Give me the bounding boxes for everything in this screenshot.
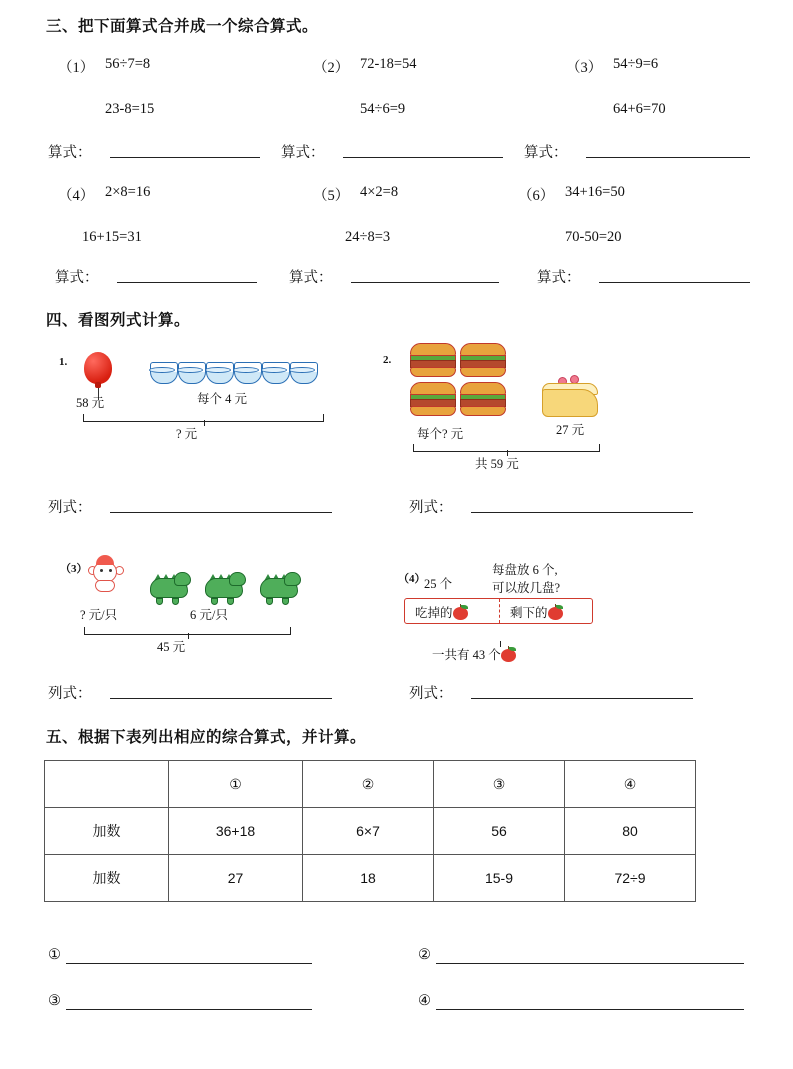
dino-icon-1 xyxy=(148,570,192,602)
item-2-line1: 72-18=54 xyxy=(360,56,417,72)
cup-icon-1 xyxy=(150,362,178,384)
burger-icon-3 xyxy=(410,382,456,416)
q4-box-divider xyxy=(499,599,500,623)
q2-burger-price: 每个? 元 xyxy=(417,427,464,441)
q1-balloon-price: 58 元 xyxy=(76,396,105,410)
answer-4-blank[interactable] xyxy=(436,1009,744,1010)
q2-answer-blank[interactable] xyxy=(471,512,693,513)
apple-icon-2 xyxy=(548,605,563,620)
row-1-cell-1: 36+18 xyxy=(169,808,303,855)
item-1-line1: 56÷7=8 xyxy=(105,56,151,72)
answer-2-marker: ② xyxy=(418,947,431,963)
item-1-line2: 23-8=15 xyxy=(105,101,155,117)
item-2-answer-label: 算式： xyxy=(281,145,325,161)
item-5-answer-label: 算式： xyxy=(289,270,333,286)
q4-count: 25 个 xyxy=(424,577,453,591)
burger-icon-4 xyxy=(460,382,506,416)
row-1-label: 加数 xyxy=(45,808,169,855)
q2-cake-price: 27 元 xyxy=(556,423,585,437)
row-2-cell-4: 72÷9 xyxy=(565,855,696,902)
q4-answer-blank[interactable] xyxy=(471,698,693,699)
q1-answer-label: 列式： xyxy=(48,500,92,516)
item-2-line2: 54÷6=9 xyxy=(360,101,406,117)
q3-answer-blank[interactable] xyxy=(110,698,332,699)
row-1-cell-2: 6×7 xyxy=(303,808,434,855)
item-2-number: （2） xyxy=(313,60,350,76)
q2-answer-label: 列式： xyxy=(409,500,453,516)
item-3-answer-blank[interactable] xyxy=(586,157,750,158)
q2-index: 2. xyxy=(383,354,392,366)
item-4-line1: 2×8=16 xyxy=(105,184,151,200)
header-cell-4: ④ xyxy=(565,761,696,808)
q1-answer-blank[interactable] xyxy=(110,512,332,513)
burger-icon-2 xyxy=(460,343,506,377)
answer-2-blank[interactable] xyxy=(436,963,744,964)
item-6-line2: 70-50=20 xyxy=(565,229,622,245)
cup-icon-5 xyxy=(262,362,290,384)
item-3-answer-label: 算式： xyxy=(524,145,568,161)
row-1-cell-3: 56 xyxy=(434,808,565,855)
balloon-icon xyxy=(84,352,112,384)
q3-total: 45 元 xyxy=(157,640,186,654)
q4-answer-label: 列式： xyxy=(409,686,453,702)
q3-index: （3） xyxy=(60,563,88,575)
cup-icon-6 xyxy=(290,362,318,384)
q4-note-line1: 每盘放 6 个, xyxy=(492,563,558,577)
apple-icon-3 xyxy=(501,647,516,662)
item-4-answer-label: 算式： xyxy=(55,270,99,286)
q2-total: 共 59 元 xyxy=(475,457,519,471)
q3-answer-label: 列式： xyxy=(48,686,92,702)
q4-box-left-label xyxy=(415,603,468,621)
q1-index: 1. xyxy=(59,356,68,368)
item-1-answer-label: 算式： xyxy=(48,145,92,161)
q4-note-line2: 可以放几盘? xyxy=(492,581,561,595)
item-3-line1: 54÷9=6 xyxy=(613,56,659,72)
q1-total: ? 元 xyxy=(176,427,198,441)
item-6-answer-blank[interactable] xyxy=(599,282,750,283)
section-5-title: 五、根据下表列出相应的综合算式，并计算。 xyxy=(46,729,367,746)
q4-total xyxy=(432,645,516,663)
item-4-answer-blank[interactable] xyxy=(117,282,257,283)
section-3-title: 三、把下面算式合并成一个综合算式。 xyxy=(46,18,319,35)
q4-index: （4） xyxy=(398,573,426,585)
table-row xyxy=(45,855,696,902)
section-4-title: 四、看图列式计算。 xyxy=(46,312,191,329)
item-2-answer-blank[interactable] xyxy=(343,157,503,158)
row-2-cell-2: 18 xyxy=(303,855,434,902)
dino-icon-2 xyxy=(203,570,247,602)
burger-icon-1 xyxy=(410,343,456,377)
cup-icon-2 xyxy=(178,362,206,384)
item-4-number: （4） xyxy=(58,188,95,204)
table-row xyxy=(45,808,696,855)
item-6-answer-label: 算式： xyxy=(537,270,581,286)
q4-brace xyxy=(408,635,591,642)
q4-total-text: 一共有 43 个 xyxy=(432,648,501,662)
item-3-line2: 64+6=70 xyxy=(613,101,666,117)
cup-icon-3 xyxy=(206,362,234,384)
q1-brace xyxy=(83,414,324,422)
cup-icon-4 xyxy=(234,362,262,384)
item-3-number: （3） xyxy=(566,60,603,76)
answer-1-marker: ① xyxy=(48,947,61,963)
header-cell-2: ② xyxy=(303,761,434,808)
header-cell-1: ① xyxy=(169,761,303,808)
item-5-answer-blank[interactable] xyxy=(351,282,499,283)
item-5-line1: 4×2=8 xyxy=(360,184,399,200)
addends-table xyxy=(44,760,696,902)
monkey-icon xyxy=(86,555,126,593)
answer-3-marker: ③ xyxy=(48,993,61,1009)
item-1-answer-blank[interactable] xyxy=(110,157,260,158)
q3-dino-price: 6 元/只 xyxy=(190,608,228,622)
dino-icon-3 xyxy=(258,570,302,602)
row-1-cell-4: 80 xyxy=(565,808,696,855)
q3-brace xyxy=(84,627,291,635)
item-6-number: （6） xyxy=(518,188,555,204)
q1-cups-price: 每个 4 元 xyxy=(197,392,248,406)
table-header-row xyxy=(45,761,696,808)
row-2-label: 加数 xyxy=(45,855,169,902)
q3-monkey-price: ? 元/只 xyxy=(80,608,118,622)
item-5-number: （5） xyxy=(313,188,350,204)
item-5-line2: 24÷8=3 xyxy=(345,229,391,245)
item-1-number: （1） xyxy=(58,60,95,76)
header-cell-3: ③ xyxy=(434,761,565,808)
q4-box-right-text: 剩下的 xyxy=(510,606,548,620)
row-2-cell-3: 15-9 xyxy=(434,855,565,902)
q2-brace xyxy=(413,444,600,452)
answer-3-blank[interactable] xyxy=(66,1009,312,1010)
cake-icon xyxy=(538,375,600,421)
apple-icon-1 xyxy=(453,605,468,620)
row-2-cell-1: 27 xyxy=(169,855,303,902)
answer-4-marker: ④ xyxy=(418,993,431,1009)
q4-box-left-text: 吃掉的 xyxy=(415,606,453,620)
header-cell-0 xyxy=(45,761,169,808)
item-4-line2: 16+15=31 xyxy=(82,229,142,245)
item-6-line1: 34+16=50 xyxy=(565,184,625,200)
answer-1-blank[interactable] xyxy=(66,963,312,964)
q4-box-right-label xyxy=(510,603,563,621)
